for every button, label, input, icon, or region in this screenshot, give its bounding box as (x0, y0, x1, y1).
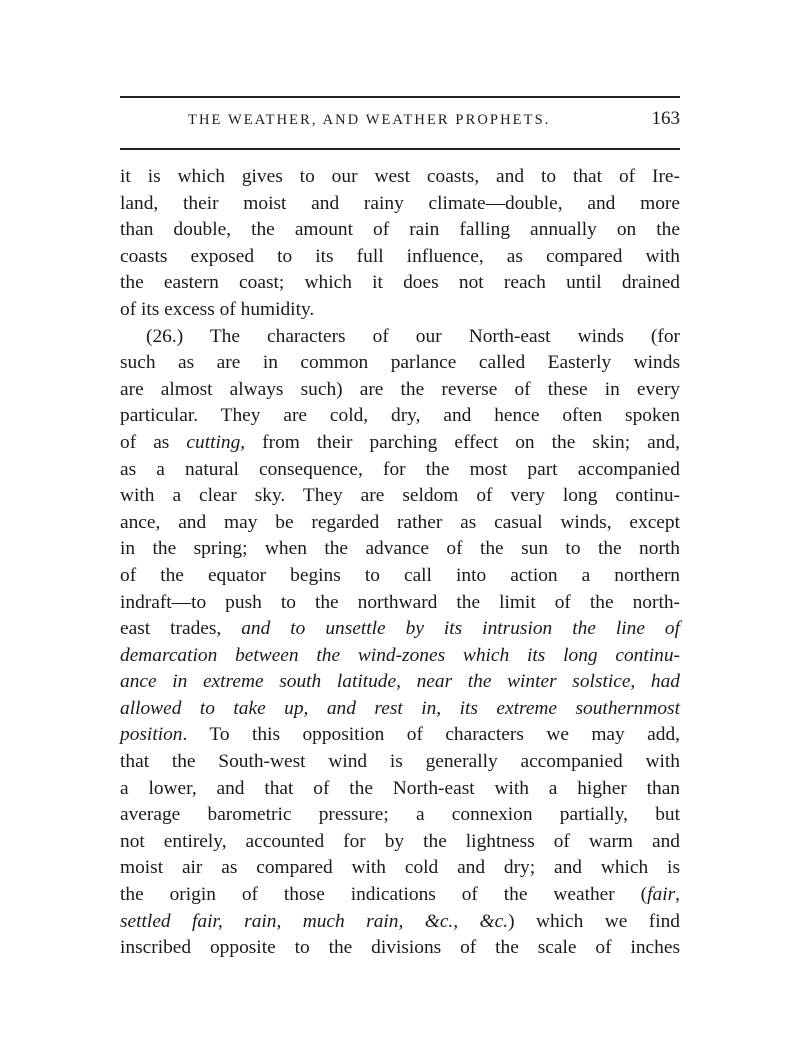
text-line: the origin of those indications of the weather (fair, (120, 884, 680, 906)
text-line: a lower, and that of the North-east with a higher than (120, 777, 680, 799)
text-line: average barometric pressure; a connexion partially, but (120, 804, 680, 826)
text-line: are almost always such) are the reverse of these in every (120, 378, 680, 400)
text-line (120, 643, 680, 670)
text-line: not entirely, accounted for by the lightness of warm and (120, 830, 680, 852)
text-line: coasts exposed to its full influence, as compared with (120, 245, 680, 267)
body-text (120, 164, 680, 962)
text-line: with a clear sky. They are seldom of very long continu- (120, 485, 680, 507)
text-line: indraft—to push to the northward the limit of the north- (120, 591, 680, 613)
italic-phrase: settled fair, rain, much rain, &c., &c. (120, 910, 509, 932)
text-line: in the spring; when the advance of the sun to the north (120, 538, 680, 560)
text-line: of its excess of humidity. (120, 298, 315, 320)
paragraph-start-line: (26.) The characters of our North-east winds (for (146, 325, 680, 347)
running-head (120, 108, 680, 138)
text-line: it is which gives to our west coasts, and to that of Ire- (120, 166, 680, 187)
text-line: land, their moist and rainy climate—double, and more (120, 192, 680, 214)
italic-phrase: allowed to take up, and rest in, its extreme southernmost (120, 697, 680, 719)
text-line (120, 669, 680, 696)
italic-phrase: cutting (186, 431, 241, 453)
italic-phrase: demarcation between the wind-zones which its long continu- (120, 644, 680, 666)
text-line: as a natural consequence, for the most part accompanied (120, 458, 680, 480)
text-line: east trades, and to unsettle by its intrusion the line of (120, 618, 680, 640)
italic-phrase: and to unsettle by its intrusion the line of (241, 618, 680, 640)
text-line (120, 696, 680, 723)
text-line: particular. They are cold, dry, and hence often spoken (120, 405, 680, 427)
header-bottom-rule (120, 148, 680, 150)
italic-phrase: ance in extreme south latitude, near the winter solstice, had (120, 671, 680, 693)
text-line: ance, and may be regarded rather as casual winds, except (120, 511, 680, 533)
header-top-rule (120, 96, 680, 98)
page-number: 163 (651, 108, 680, 129)
italic-phrase: position (120, 724, 183, 746)
text-line: moist air as compared with cold and dry; and which is (120, 857, 680, 879)
text-line: settled fair, rain, much rain, &c., &c.) which we find (120, 910, 681, 932)
text-line: of as cutting, from their parching effect on the skin; and, (120, 431, 680, 453)
text-line: that the South-west wind is generally accompanied with (120, 751, 680, 773)
text-line: the eastern coast; which it does not reach until drained (120, 272, 680, 294)
italic-phrase: fair (647, 884, 676, 906)
text-line: such as are in common parlance called Easterly winds (120, 352, 680, 374)
text-line: than double, the amount of rain falling annually on the (120, 219, 680, 241)
text-line: inscribed opposite to the divisions of the scale of inches (120, 937, 680, 959)
running-title: THE WEATHER, AND WEATHER PROPHETS. (188, 112, 551, 128)
text-line: position. To this opposition of characters we may add, (120, 724, 680, 746)
text-line: of the equator begins to call into action a northern (120, 564, 680, 586)
